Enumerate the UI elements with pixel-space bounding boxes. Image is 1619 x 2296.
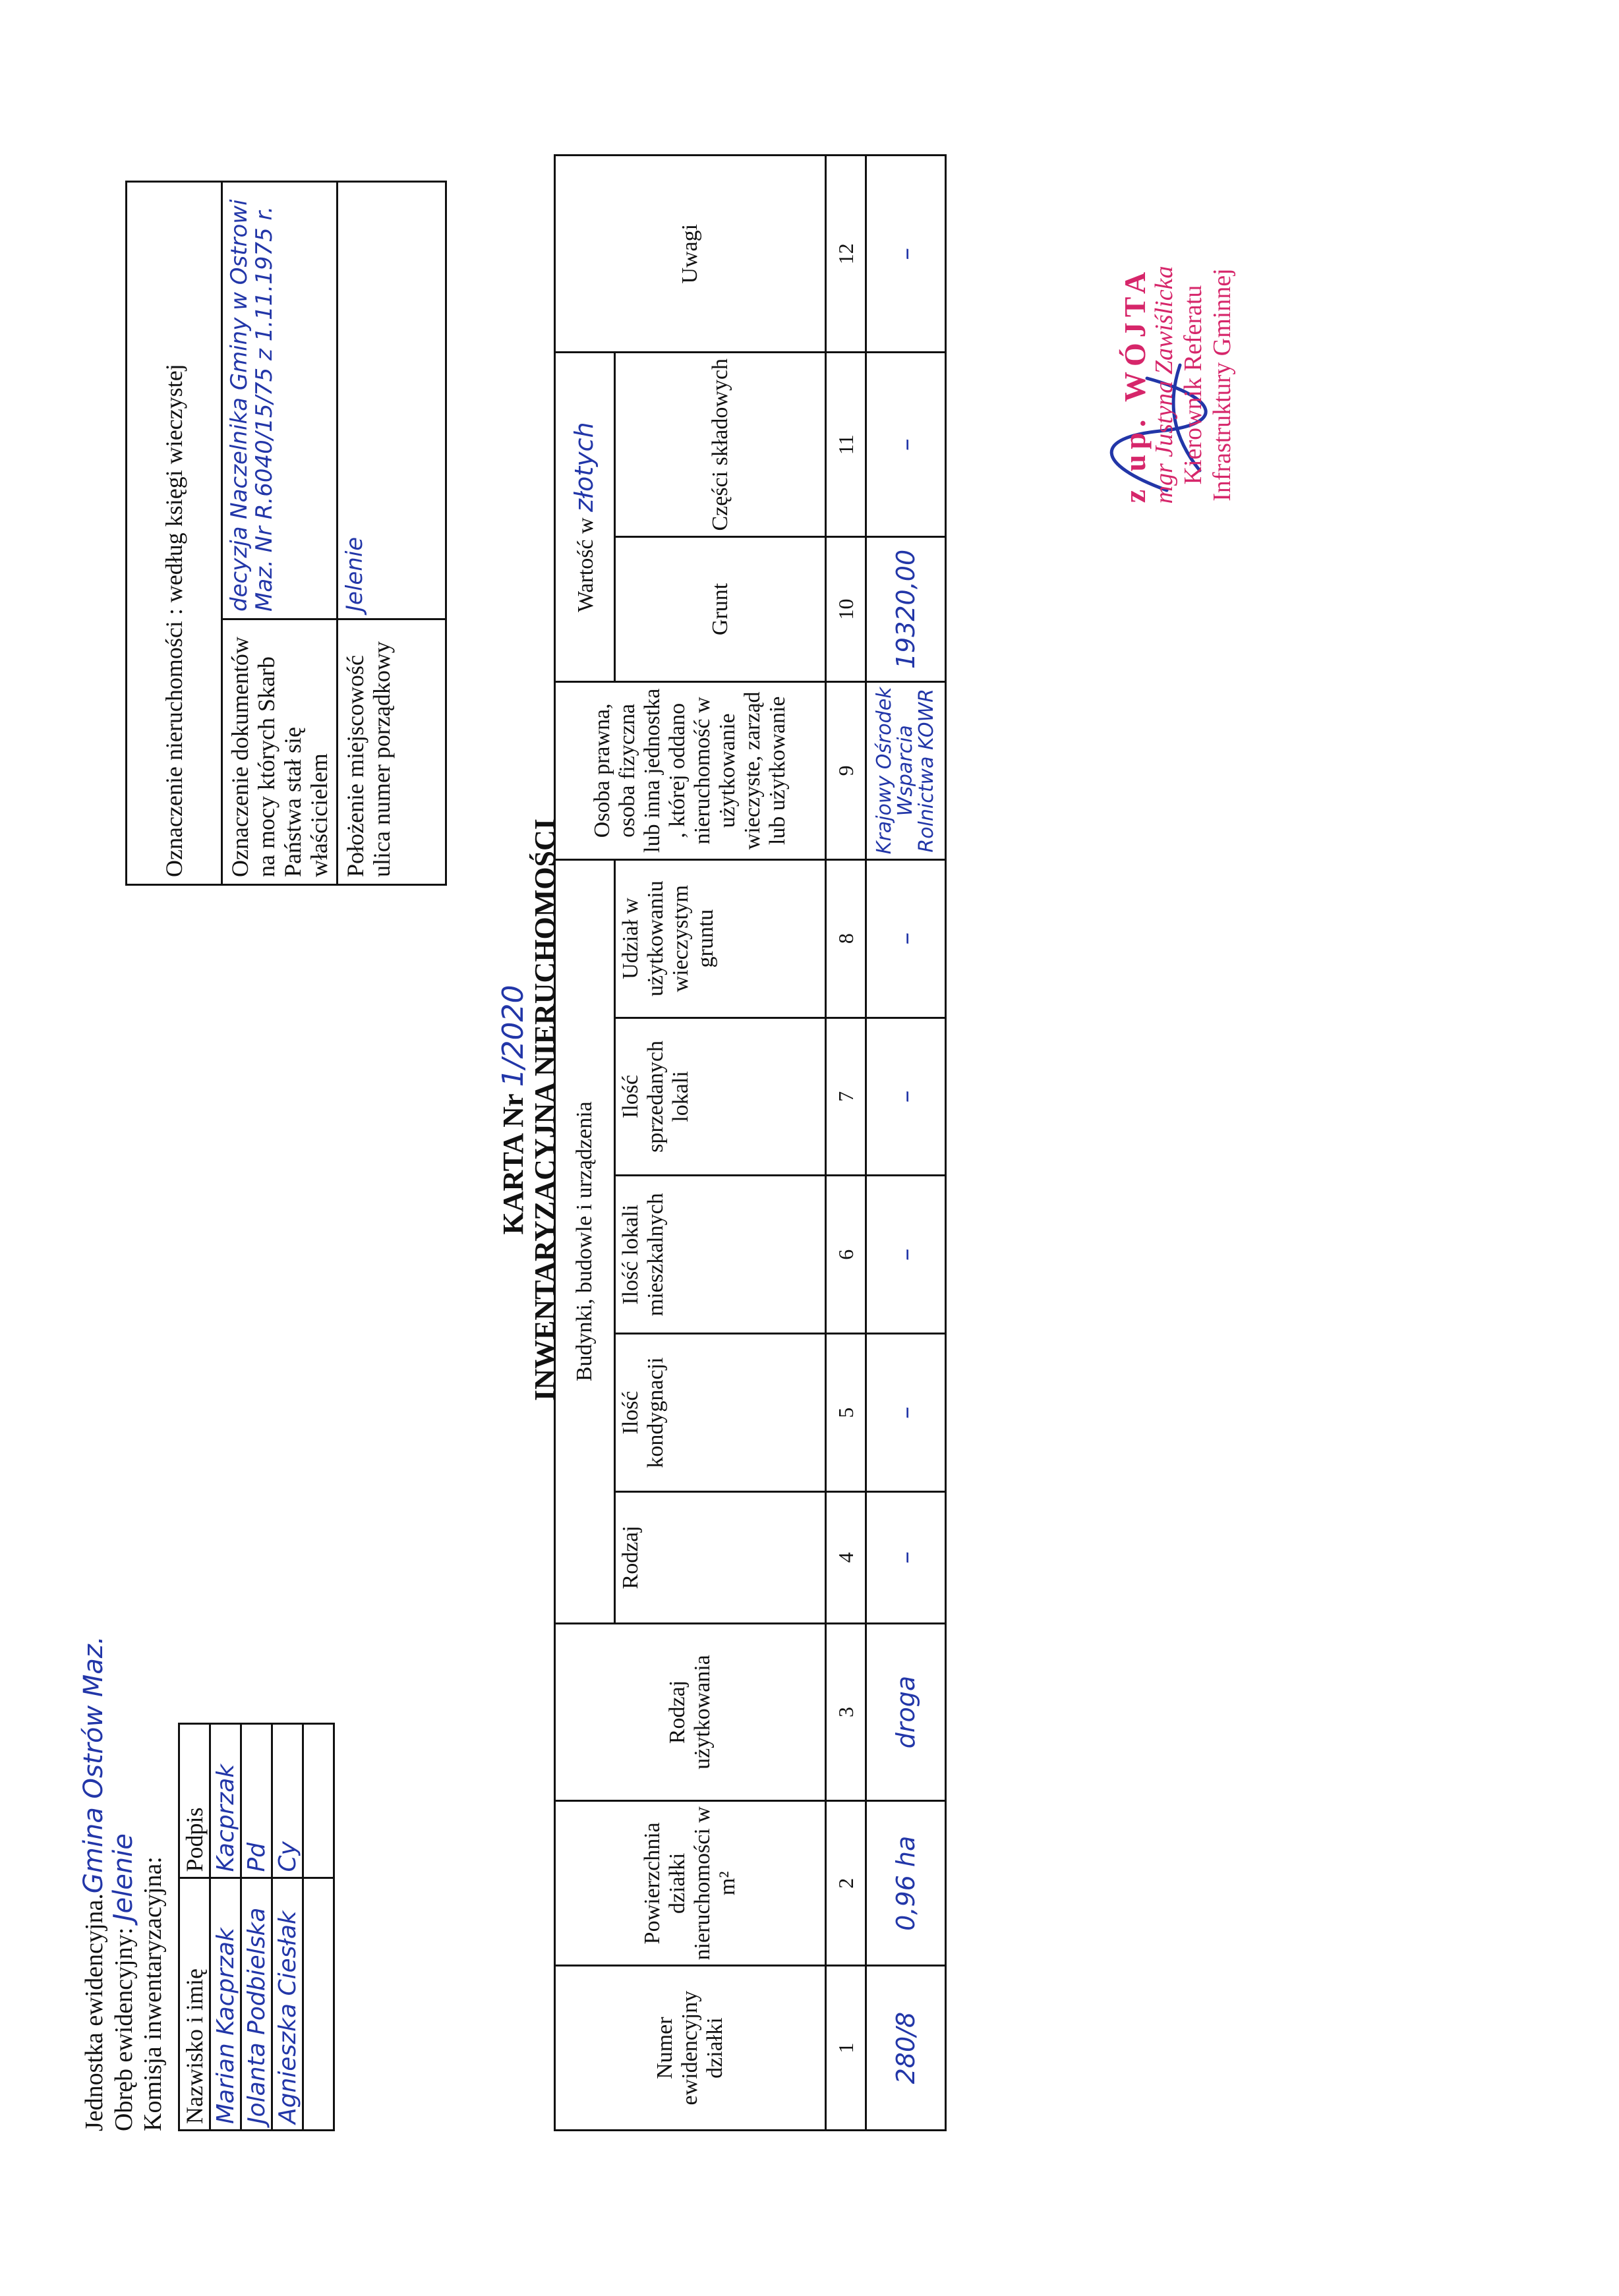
header-b-udzial: Udział w użytkowaniu wieczystym gruntu [615, 859, 826, 1018]
cell-b-lokali: – [866, 1176, 946, 1334]
table-row [866, 156, 946, 2131]
cell-osoba: Krajowy Ośrodek Wsparcia Rolnictwa KOWR [866, 681, 946, 859]
member-name: Agnieszka Ciesłak [272, 1878, 303, 2131]
docs-value: decyzja Naczelnika Gminy w Ostrowi Maz. Nr R.6040/15/75 z 1.11.1975 r. [222, 182, 338, 619]
table-row [210, 1724, 241, 2131]
member-name: Marian Kacprzak [210, 1878, 241, 2131]
cell-powierzchnia: 0,96 ha [866, 1801, 946, 1966]
col-number: 5 [826, 1334, 866, 1492]
header-czesci: Części składowych [615, 353, 826, 537]
header-grunt: Grunt [615, 537, 826, 682]
cell-b-sprzedanych: – [866, 1018, 946, 1176]
header-wartosc-unit: złotych [569, 422, 599, 512]
header-osoba: Osoba prawna, osoba fizyczna lub inna jednostka , której oddano nieruchomość w użytkowanie wieczyste, zarząd lub użytkowanie [555, 681, 826, 859]
header-b-lokali: Ilość lokali mieszkalnych [615, 1176, 826, 1334]
land-register-box [125, 181, 447, 886]
obreb-label: Obręb ewidencyjny: [110, 1927, 138, 2131]
member-signature [303, 1724, 334, 1878]
col-number: 11 [826, 353, 866, 537]
cell-b-udzial: – [866, 859, 946, 1018]
cell-b-kondygnacji: – [866, 1334, 946, 1492]
table-row [272, 1724, 303, 2131]
header-wartosc-label: Wartość w [573, 517, 598, 612]
member-signature: Kacprzak [210, 1724, 241, 1878]
header-b-sprzedanych: Ilość sprzedanych lokali [615, 1018, 826, 1176]
col-number: 2 [826, 1801, 866, 1966]
title-main: INWENTARYZACYJNA NIERUCHOMOŚCI [529, 818, 561, 1401]
col-number: 3 [826, 1623, 866, 1801]
karta-label: KARTA Nr [497, 1094, 529, 1235]
col-number: 8 [826, 859, 866, 1018]
stamp-line4: Infrastruktury Gminnej [1208, 268, 1236, 502]
stamp-line3: Kierownik Referatu [1179, 285, 1207, 485]
cell-rodzaj: droga [866, 1623, 946, 1801]
cell-uwagi: – [866, 156, 946, 353]
land-register-heading: Oznaczenie nieruchomości : według księgi wieczystej [127, 182, 222, 885]
stamp-line1: z up. WÓJTA [1118, 266, 1152, 503]
cell-b-rodzaj: – [866, 1491, 946, 1623]
col-number: 7 [826, 1018, 866, 1176]
col-number: 12 [826, 156, 866, 353]
header-uwagi: Uwagi [555, 156, 826, 353]
member-signature: Cy [272, 1724, 303, 1878]
location-value: Jelenie [338, 182, 446, 619]
obreb-row [109, 1636, 138, 2131]
jednostka-value: Gmina Ostrów Maz. [78, 1636, 109, 1894]
komisja-row [138, 1636, 167, 2131]
document-header [79, 1636, 167, 2131]
header-budynki: Budynki, budowle i urządzenia [555, 859, 615, 1623]
jednostka-label: Jednostka ewidencyjna [80, 1899, 108, 2131]
inventory-table [554, 154, 947, 2131]
obreb-value: Jelenie [108, 1833, 138, 1922]
col-number: 10 [826, 537, 866, 682]
col-name-header: Nazwisko i imię [179, 1878, 210, 2131]
col-number: 6 [826, 1176, 866, 1334]
col-sign-header: Podpis [179, 1724, 210, 1878]
member-signature: Pd [241, 1724, 272, 1878]
member-name: Jolanta Podbielska [241, 1878, 272, 2131]
cell-czesci: – [866, 353, 946, 537]
header-rodzaj: Rodzaj użytkowania [555, 1623, 826, 1801]
member-name [303, 1878, 334, 2131]
header-b-rodzaj: Rodzaj [615, 1491, 826, 1623]
official-stamp [1118, 88, 1237, 681]
komisja-label: Komisja inwentaryzacyjna: [139, 1856, 167, 2131]
col-number: 4 [826, 1491, 866, 1623]
table-row [241, 1724, 272, 2131]
docs-label: Oznaczenie dokumentów na mocy których Skarb Państwa stał się właścicielem [222, 619, 338, 885]
header-wartosc [555, 353, 615, 682]
stamp-line2: mgr Justyna Zawiślicka [1150, 266, 1178, 504]
col-number: 1 [826, 1966, 866, 2131]
location-label: Położenie miejscowość ulica numer porządkowy [338, 619, 446, 885]
karta-number: 1/2020 [496, 985, 530, 1087]
header-b-kondygnacji: Ilość kondygnacji [615, 1334, 826, 1492]
page-title [498, 648, 561, 1571]
col-number: 9 [826, 681, 866, 859]
header-powierzchnia: Powierzchnia działki nieruchomości w m² [555, 1801, 826, 1966]
cell-numer: 280/8 [866, 1966, 946, 2131]
commission-table [178, 1723, 335, 2131]
header-numer: Numer ewidencyjny działki [555, 1966, 826, 2131]
table-row [303, 1724, 334, 2131]
cell-grunt: 19320,00 [866, 537, 946, 682]
jednostka-row: Jednostka ewidencyjna.Gmina Ostrów Maz. [78, 1636, 109, 2131]
column-numbers-row [826, 156, 866, 2131]
